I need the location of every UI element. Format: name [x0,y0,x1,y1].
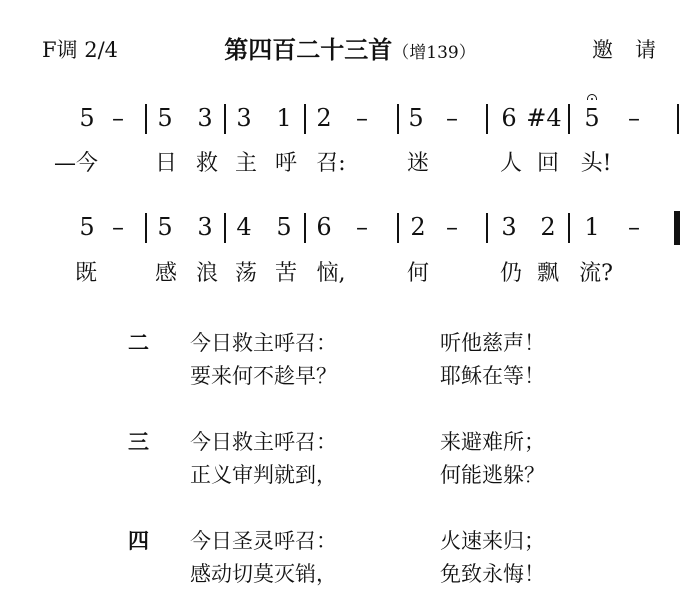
verse-text: 火速来归； [440,529,545,553]
note: 3 [197,213,213,241]
lyric: 仍 [499,261,523,286]
lyric: 飘 [536,261,560,286]
verse-text: 耶稣在等！ [440,364,545,388]
note: 5 [276,213,292,241]
lyric: 召: [316,151,346,176]
verse-text: 免致永悔！ [440,562,545,586]
verse-number: 二 [128,330,149,355]
note: 2 [540,213,556,241]
lyric: 既 [74,261,98,286]
note-dash: – [112,104,124,132]
note-dash: – [356,104,368,132]
verse-text: 今日救主呼召： [190,331,337,355]
lyric: 迷 [406,151,430,176]
lyric: 呼 [274,151,298,176]
barline [304,104,306,134]
verse-text: 正义审判就到， [190,463,337,487]
fermata-icon [587,94,597,100]
note-dash: – [446,104,458,132]
final-barline [674,211,680,245]
lyric: 感 [154,261,178,286]
note-dash: – [446,213,458,241]
note: 3 [197,104,213,132]
note: 6 [316,213,332,241]
verse-text: 要来何不趁早？ [190,364,337,388]
hymn-subtitle: （增139） [392,43,476,63]
note-dash: – [112,213,124,241]
note-dash: – [628,104,640,132]
lyric: 救 [195,151,219,176]
lyric: 浪 [195,261,219,286]
lyric: 荡 [234,261,258,286]
barline [486,104,488,134]
verse-text: 今日圣灵呼召： [190,529,337,553]
barline [677,104,679,134]
barline [397,213,399,243]
barline [304,213,306,243]
verse-text: 感动切莫灭销， [190,562,337,586]
note: 2 [316,104,332,132]
hymn-theme: 邀请 [592,38,678,62]
lyric: 头! [580,151,612,176]
note: 1 [276,104,292,132]
verse-number: 四 [128,528,149,553]
lyric: 恼, [316,261,346,286]
barline [568,104,570,134]
lyric: —今 [53,151,99,176]
note-dash: – [628,213,640,241]
note: 1 [584,213,600,241]
verse-text: 来避难所； [440,430,545,454]
lyric: 回 [536,151,560,176]
note: 5 [157,104,173,132]
title-text: 第四百二十三首 [224,35,393,64]
note-dash: – [356,213,368,241]
note: 5 [157,213,173,241]
barline [145,213,147,243]
lyric: 苦 [274,261,298,286]
note: 5 [79,213,95,241]
barline [486,213,488,243]
note: 3 [501,213,517,241]
note: 3 [236,104,252,132]
lyric: 何 [406,261,430,286]
lyric: 主 [234,151,258,176]
note: 2 [410,213,426,241]
barline [224,104,226,134]
note: 5 [584,104,600,132]
lyric: 日 [154,151,178,176]
verse-text: 何能逃躲？ [440,463,545,487]
note: 4 [236,213,252,241]
barline [397,104,399,134]
key-signature: F调 2/4 [42,38,119,62]
barline [224,213,226,243]
note: 6 [501,104,517,132]
barline [568,213,570,243]
barline [145,104,147,134]
lyric: 流? [579,261,613,286]
lyric: 人 [499,151,523,176]
verse-text: 听他慈声！ [440,331,545,355]
note-sharp: #4 [526,104,562,132]
verse-number: 三 [128,429,149,454]
verse-text: 今日救主呼召： [190,430,337,454]
note: 5 [408,104,424,132]
note: 5 [79,104,95,132]
